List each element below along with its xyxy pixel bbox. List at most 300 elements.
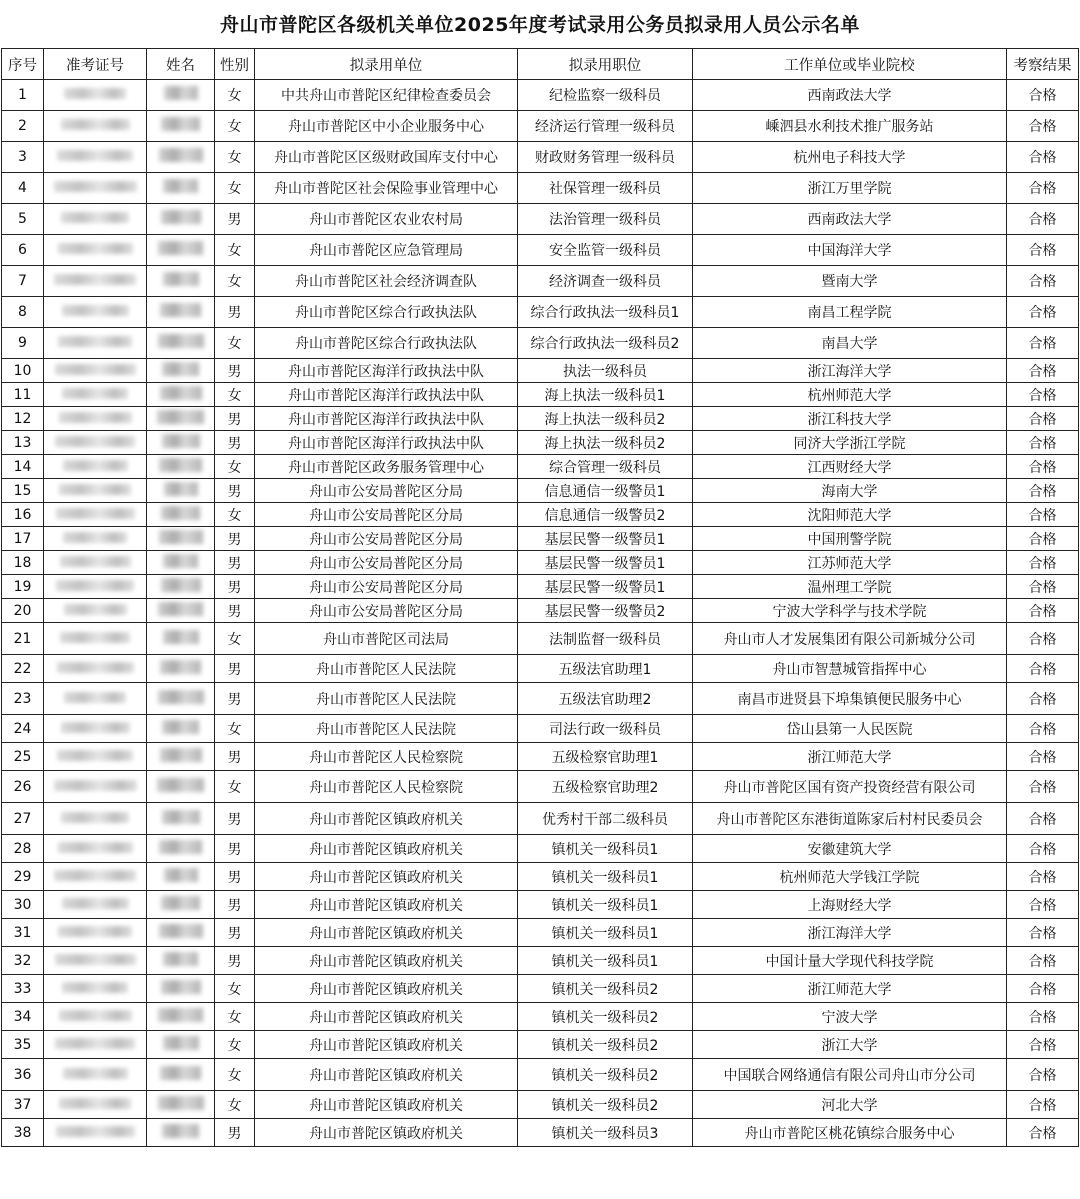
school-cell: 舟山市普陀区国有资产投资经营有限公司: [693, 771, 1007, 803]
row-number: 10: [2, 359, 44, 383]
result-cell: 合格: [1007, 407, 1079, 431]
position-cell: 海上执法一级科员2: [518, 431, 693, 455]
school-cell: 杭州师范大学: [693, 383, 1007, 407]
row-number: 31: [2, 919, 44, 947]
unit-cell: 舟山市普陀区镇政府机关: [255, 803, 518, 835]
name-redacted: [147, 204, 215, 235]
result-cell: 合格: [1007, 743, 1079, 771]
result-cell: 合格: [1007, 863, 1079, 891]
unit-cell: 舟山市普陀区海洋行政执法中队: [255, 407, 518, 431]
exam-id-redacted: [44, 863, 147, 891]
school-cell: 浙江海洋大学: [693, 359, 1007, 383]
position-cell: 镇机关一级科员1: [518, 919, 693, 947]
unit-cell: 舟山市普陀区人民检察院: [255, 771, 518, 803]
result-cell: 合格: [1007, 919, 1079, 947]
row-number: 8: [2, 297, 44, 328]
gender-cell: 女: [215, 503, 255, 527]
row-number: 21: [2, 623, 44, 655]
redaction-blur: [54, 181, 137, 192]
position-cell: 经济运行管理一级科员: [518, 111, 693, 142]
school-cell: 南昌大学: [693, 328, 1007, 359]
row-number: 4: [2, 173, 44, 204]
name-redacted: [147, 891, 215, 919]
exam-id-redacted: [44, 891, 147, 919]
row-number: 26: [2, 771, 44, 803]
result-cell: 合格: [1007, 771, 1079, 803]
school-cell: 浙江科技大学: [693, 407, 1007, 431]
redaction-blur: [57, 750, 133, 761]
name-redacted: [147, 655, 215, 683]
result-cell: 合格: [1007, 835, 1079, 863]
table-row: [2, 111, 1079, 142]
table-row: [2, 383, 1079, 407]
name-redacted: [147, 947, 215, 975]
position-cell: 执法一级科员: [518, 359, 693, 383]
redaction-blur: [161, 210, 201, 224]
table-row: [2, 551, 1079, 575]
gender-cell: 女: [215, 623, 255, 655]
exam-id-redacted: [44, 383, 147, 407]
redaction-blur: [157, 410, 204, 424]
result-cell: 合格: [1007, 1091, 1079, 1119]
unit-cell: 舟山市普陀区社会经济调查队: [255, 266, 518, 297]
redaction-blur: [159, 458, 202, 472]
table-row: [2, 803, 1079, 835]
table-row: [2, 1031, 1079, 1059]
row-number: 32: [2, 947, 44, 975]
exam-id-redacted: [44, 503, 147, 527]
redaction-blur: [57, 662, 134, 673]
school-cell: 江苏师范大学: [693, 551, 1007, 575]
position-cell: 综合管理一级科员: [518, 455, 693, 479]
row-number: 12: [2, 407, 44, 431]
gender-cell: 女: [215, 1091, 255, 1119]
gender-cell: 女: [215, 328, 255, 359]
redaction-blur: [59, 412, 132, 423]
result-cell: 合格: [1007, 623, 1079, 655]
redaction-blur: [162, 434, 200, 448]
redaction-blur: [55, 436, 135, 447]
redaction-blur: [63, 460, 128, 471]
table-row: [2, 1119, 1079, 1147]
candidate-table: [1, 48, 1079, 1147]
table-row: [2, 1091, 1079, 1119]
gender-cell: 男: [215, 204, 255, 235]
school-cell: 江西财经大学: [693, 455, 1007, 479]
gender-cell: 女: [215, 455, 255, 479]
redaction-blur: [164, 482, 198, 496]
gender-cell: 女: [215, 111, 255, 142]
gender-cell: 女: [215, 80, 255, 111]
name-redacted: [147, 328, 215, 359]
name-redacted: [147, 715, 215, 743]
redaction-blur: [161, 980, 201, 994]
unit-cell: 舟山市普陀区镇政府机关: [255, 975, 518, 1003]
redaction-blur: [63, 1068, 128, 1079]
school-cell: 西南政法大学: [693, 80, 1007, 111]
row-number: 9: [2, 328, 44, 359]
row-number: 16: [2, 503, 44, 527]
result-cell: 合格: [1007, 1059, 1079, 1091]
header-no: 序号: [2, 49, 44, 80]
row-number: 38: [2, 1119, 44, 1147]
exam-id-redacted: [44, 359, 147, 383]
gender-cell: 男: [215, 431, 255, 455]
unit-cell: 舟山市普陀区应急管理局: [255, 235, 518, 266]
result-cell: 合格: [1007, 1031, 1079, 1059]
unit-cell: 舟山市普陀区区级财政国库支付中心: [255, 142, 518, 173]
unit-cell: 中共舟山市普陀区纪律检查委员会: [255, 80, 518, 111]
redaction-blur: [159, 148, 203, 162]
result-cell: 合格: [1007, 1119, 1079, 1147]
exam-id-redacted: [44, 80, 147, 111]
result-cell: 合格: [1007, 655, 1079, 683]
redaction-blur: [161, 117, 200, 131]
unit-cell: 舟山市普陀区综合行政执法队: [255, 297, 518, 328]
exam-id-redacted: [44, 328, 147, 359]
row-number: 28: [2, 835, 44, 863]
row-number: 7: [2, 266, 44, 297]
unit-cell: 舟山市普陀区人民法院: [255, 715, 518, 743]
name-redacted: [147, 975, 215, 1003]
school-cell: 河北大学: [693, 1091, 1007, 1119]
school-cell: 安徽建筑大学: [693, 835, 1007, 863]
row-number: 2: [2, 111, 44, 142]
row-number: 33: [2, 975, 44, 1003]
unit-cell: 舟山市公安局普陀区分局: [255, 479, 518, 503]
table-row: [2, 947, 1079, 975]
table-row: [2, 328, 1079, 359]
gender-cell: 男: [215, 527, 255, 551]
table-row: [2, 975, 1079, 1003]
row-number: 3: [2, 142, 44, 173]
redaction-blur: [64, 692, 126, 703]
table-row: [2, 599, 1079, 623]
redaction-blur: [158, 1008, 203, 1022]
redaction-blur: [59, 484, 131, 495]
school-cell: 杭州电子科技大学: [693, 142, 1007, 173]
redaction-blur: [162, 362, 199, 376]
position-cell: 五级法官助理2: [518, 683, 693, 715]
unit-cell: 舟山市普陀区政务服务管理中心: [255, 455, 518, 479]
result-cell: 合格: [1007, 297, 1079, 328]
exam-id-redacted: [44, 743, 147, 771]
exam-id-redacted: [44, 835, 147, 863]
name-redacted: [147, 455, 215, 479]
redaction-blur: [60, 556, 131, 567]
redaction-blur: [162, 810, 200, 824]
unit-cell: 舟山市普陀区人民法院: [255, 683, 518, 715]
result-cell: 合格: [1007, 431, 1079, 455]
name-redacted: [147, 431, 215, 455]
school-cell: 同济大学浙江学院: [693, 431, 1007, 455]
redaction-blur: [58, 336, 132, 347]
school-cell: 中国刑警学院: [693, 527, 1007, 551]
header-exam-id: 准考证号: [44, 49, 147, 80]
row-number: 27: [2, 803, 44, 835]
unit-cell: 舟山市普陀区海洋行政执法中队: [255, 359, 518, 383]
redaction-blur: [59, 1010, 132, 1021]
name-redacted: [147, 599, 215, 623]
position-cell: 优秀村干部二级科员: [518, 803, 693, 835]
unit-cell: 舟山市普陀区社会保险事业管理中心: [255, 173, 518, 204]
unit-cell: 舟山市普陀区镇政府机关: [255, 1031, 518, 1059]
name-redacted: [147, 383, 215, 407]
result-cell: 合格: [1007, 266, 1079, 297]
position-cell: 镇机关一级科员2: [518, 1059, 693, 1091]
table-row: [2, 527, 1079, 551]
school-cell: 浙江万里学院: [693, 173, 1007, 204]
row-number: 29: [2, 863, 44, 891]
header-name: 姓名: [147, 49, 215, 80]
exam-id-redacted: [44, 1003, 147, 1031]
gender-cell: 男: [215, 575, 255, 599]
school-cell: 温州理工学院: [693, 575, 1007, 599]
result-cell: 合格: [1007, 947, 1079, 975]
exam-id-redacted: [44, 655, 147, 683]
exam-id-redacted: [44, 266, 147, 297]
unit-cell: 舟山市普陀区镇政府机关: [255, 1059, 518, 1091]
exam-id-redacted: [44, 235, 147, 266]
result-cell: 合格: [1007, 111, 1079, 142]
gender-cell: 女: [215, 142, 255, 173]
school-cell: 岱山县第一人民医院: [693, 715, 1007, 743]
name-redacted: [147, 173, 215, 204]
row-number: 5: [2, 204, 44, 235]
table-row: [2, 715, 1079, 743]
exam-id-redacted: [44, 1031, 147, 1059]
row-number: 13: [2, 431, 44, 455]
school-cell: 上海财经大学: [693, 891, 1007, 919]
school-cell: 中国联合网络通信有限公司舟山市分公司: [693, 1059, 1007, 1091]
row-number: 30: [2, 891, 44, 919]
result-cell: 合格: [1007, 1003, 1079, 1031]
gender-cell: 男: [215, 1119, 255, 1147]
name-redacted: [147, 1119, 215, 1147]
school-cell: 杭州师范大学钱江学院: [693, 863, 1007, 891]
result-cell: 合格: [1007, 173, 1079, 204]
school-cell: 中国计量大学现代科技学院: [693, 947, 1007, 975]
gender-cell: 男: [215, 947, 255, 975]
name-redacted: [147, 527, 215, 551]
unit-cell: 舟山市普陀区镇政府机关: [255, 1091, 518, 1119]
redaction-blur: [55, 1038, 135, 1049]
exam-id-redacted: [44, 142, 147, 173]
name-redacted: [147, 551, 215, 575]
result-cell: 合格: [1007, 575, 1079, 599]
redaction-blur: [160, 386, 202, 400]
row-number: 37: [2, 1091, 44, 1119]
result-cell: 合格: [1007, 715, 1079, 743]
redaction-blur: [159, 924, 203, 938]
school-cell: 西南政法大学: [693, 204, 1007, 235]
exam-id-redacted: [44, 431, 147, 455]
gender-cell: 男: [215, 407, 255, 431]
result-cell: 合格: [1007, 359, 1079, 383]
gender-cell: 女: [215, 235, 255, 266]
unit-cell: 舟山市公安局普陀区分局: [255, 503, 518, 527]
table-row: [2, 919, 1079, 947]
gender-cell: 男: [215, 803, 255, 835]
redaction-blur: [63, 532, 127, 543]
redaction-blur: [59, 1098, 131, 1109]
gender-cell: 女: [215, 1059, 255, 1091]
table-row: [2, 359, 1079, 383]
position-cell: 信息通信一级警员1: [518, 479, 693, 503]
row-number: 14: [2, 455, 44, 479]
school-cell: 沈阳师范大学: [693, 503, 1007, 527]
row-number: 15: [2, 479, 44, 503]
name-redacted: [147, 407, 215, 431]
school-cell: 舟山市普陀区东港街道陈家后村村民委员会: [693, 803, 1007, 835]
position-cell: 综合行政执法一级科员2: [518, 328, 693, 359]
redaction-blur: [54, 274, 136, 285]
redaction-blur: [160, 660, 201, 674]
table-row: [2, 1059, 1079, 1091]
position-cell: 镇机关一级科员2: [518, 1031, 693, 1059]
redaction-blur: [62, 305, 129, 316]
position-cell: 经济调查一级科员: [518, 266, 693, 297]
table-row: [2, 863, 1079, 891]
gender-cell: 女: [215, 1031, 255, 1059]
redaction-blur: [164, 86, 198, 100]
result-cell: 合格: [1007, 551, 1079, 575]
unit-cell: 舟山市普陀区镇政府机关: [255, 863, 518, 891]
table-row: [2, 575, 1079, 599]
position-cell: 财政财务管理一级科员: [518, 142, 693, 173]
gender-cell: 男: [215, 551, 255, 575]
exam-id-redacted: [44, 479, 147, 503]
exam-id-redacted: [44, 623, 147, 655]
redaction-blur: [56, 580, 134, 591]
name-redacted: [147, 919, 215, 947]
redaction-blur: [62, 388, 128, 399]
gender-cell: 男: [215, 359, 255, 383]
table-row: [2, 623, 1079, 655]
table-row: [2, 479, 1079, 503]
gender-cell: 女: [215, 383, 255, 407]
gender-cell: 女: [215, 771, 255, 803]
row-number: 24: [2, 715, 44, 743]
redaction-blur: [164, 868, 198, 882]
table-header-row: [2, 49, 1079, 80]
result-cell: 合格: [1007, 455, 1079, 479]
table-row: [2, 455, 1079, 479]
unit-cell: 舟山市普陀区人民法院: [255, 655, 518, 683]
school-cell: 海南大学: [693, 479, 1007, 503]
position-cell: 社保管理一级科员: [518, 173, 693, 204]
position-cell: 镇机关一级科员1: [518, 863, 693, 891]
redaction-blur: [157, 778, 204, 792]
name-redacted: [147, 359, 215, 383]
redaction-blur: [55, 954, 136, 965]
exam-id-redacted: [44, 527, 147, 551]
redaction-blur: [160, 748, 202, 762]
redaction-blur: [56, 1126, 135, 1137]
result-cell: 合格: [1007, 891, 1079, 919]
school-cell: 浙江师范大学: [693, 743, 1007, 771]
school-cell: 中国海洋大学: [693, 235, 1007, 266]
redaction-blur: [163, 952, 198, 966]
table-row: [2, 891, 1079, 919]
school-cell: 暨南大学: [693, 266, 1007, 297]
exam-id-redacted: [44, 575, 147, 599]
exam-id-redacted: [44, 204, 147, 235]
row-number: 1: [2, 80, 44, 111]
unit-cell: 舟山市公安局普陀区分局: [255, 599, 518, 623]
header-result: 考察结果: [1007, 49, 1079, 80]
table-row: [2, 204, 1079, 235]
redaction-blur: [158, 241, 203, 255]
redaction-blur: [160, 303, 201, 317]
row-number: 20: [2, 599, 44, 623]
position-cell: 五级法官助理1: [518, 655, 693, 683]
position-cell: 综合行政执法一级科员1: [518, 297, 693, 328]
gender-cell: 女: [215, 975, 255, 1003]
exam-id-redacted: [44, 803, 147, 835]
position-cell: 镇机关一级科员1: [518, 947, 693, 975]
unit-cell: 舟山市普陀区海洋行政执法中队: [255, 431, 518, 455]
unit-cell: 舟山市普陀区镇政府机关: [255, 947, 518, 975]
exam-id-redacted: [44, 715, 147, 743]
redaction-blur: [163, 179, 198, 193]
school-cell: 嵊泗县水利技术推广服务站: [693, 111, 1007, 142]
result-cell: 合格: [1007, 683, 1079, 715]
name-redacted: [147, 111, 215, 142]
position-cell: 基层民警一级警员2: [518, 599, 693, 623]
header-position: 拟录用职位: [518, 49, 693, 80]
redaction-blur: [54, 780, 137, 791]
redaction-blur: [159, 840, 202, 854]
school-cell: 宁波大学科学与技术学院: [693, 599, 1007, 623]
redaction-blur: [158, 602, 203, 616]
unit-cell: 舟山市公安局普陀区分局: [255, 575, 518, 599]
gender-cell: 男: [215, 599, 255, 623]
redaction-blur: [61, 119, 130, 130]
school-cell: 舟山市人才发展集团有限公司新城分公司: [693, 623, 1007, 655]
row-number: 17: [2, 527, 44, 551]
redaction-blur: [54, 870, 136, 881]
school-cell: 浙江大学: [693, 1031, 1007, 1059]
position-cell: 海上执法一级科员1: [518, 383, 693, 407]
gender-cell: 男: [215, 835, 255, 863]
gender-cell: 女: [215, 266, 255, 297]
unit-cell: 舟山市普陀区镇政府机关: [255, 891, 518, 919]
unit-cell: 舟山市普陀区综合行政执法队: [255, 328, 518, 359]
gender-cell: 男: [215, 863, 255, 891]
redaction-blur: [60, 632, 130, 643]
redaction-blur: [162, 720, 199, 734]
redaction-blur: [64, 88, 126, 99]
result-cell: 合格: [1007, 80, 1079, 111]
table-row: [2, 80, 1079, 111]
exam-id-redacted: [44, 407, 147, 431]
gender-cell: 男: [215, 479, 255, 503]
table-row: [2, 503, 1079, 527]
redaction-blur: [61, 812, 129, 823]
name-redacted: [147, 235, 215, 266]
header-school: 工作单位或毕业院校: [693, 49, 1007, 80]
row-number: 6: [2, 235, 44, 266]
exam-id-redacted: [44, 1059, 147, 1091]
name-redacted: [147, 1003, 215, 1031]
exam-id-redacted: [44, 1091, 147, 1119]
name-redacted: [147, 80, 215, 111]
row-number: 11: [2, 383, 44, 407]
redaction-blur: [58, 926, 132, 937]
school-cell: 南昌工程学院: [693, 297, 1007, 328]
redaction-blur: [64, 604, 127, 615]
